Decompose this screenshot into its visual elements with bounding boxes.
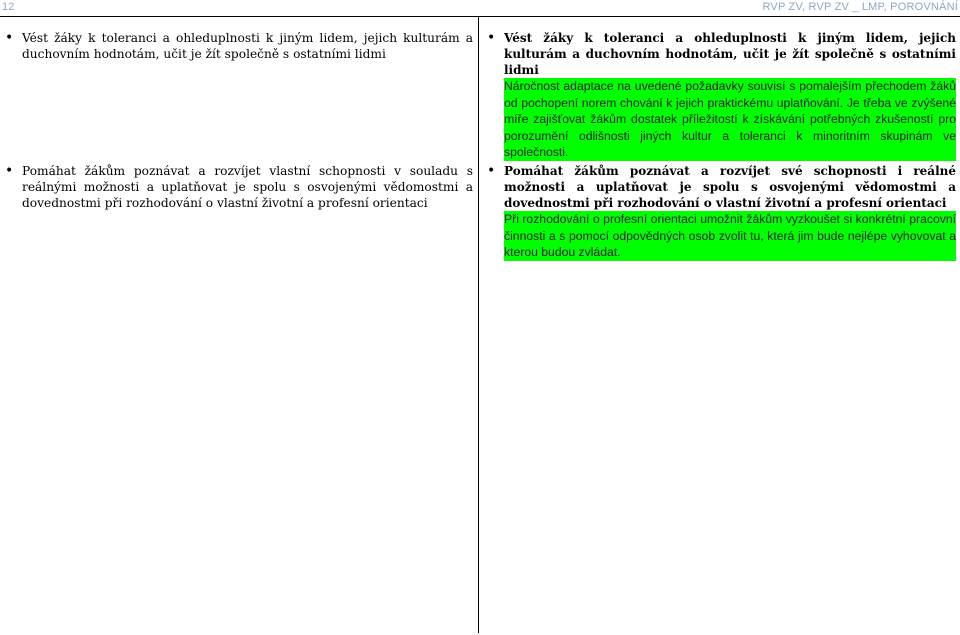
right-item-1 (487, 30, 956, 161)
column-divider (478, 17, 479, 633)
bullet-icon: • (487, 163, 496, 179)
bullet-icon: • (5, 163, 14, 179)
left-item-1 (5, 30, 473, 62)
right-item-text: Pomáhat žákům poznávat a rozvíjet své schopnosti i reálné možnosti a uplatňovat je spolu s osvojenými vědomostmi a dovednostmi při rozhodování o vlastní životní a profesní orientaci (504, 164, 956, 210)
bullet-icon: • (487, 30, 496, 46)
left-item-text: Vést žáky k toleranci a ohleduplnosti k jiným lidem, jejich kulturám a duchovním hodnotám, učit je žít společně s ostatními lidmi (22, 31, 473, 61)
highlighted-note: Náročnost adaptace na uvedené požadavky souvisí s pomalejším přechodem žáků od pochopení norem chování k jejich praktickému uplatňování. Je třeba ve zvýšené míře zajišťovat žákům dostatek příležitostí k získávání potřebných zkušeností pro porozumění odlišnosti jiných kultur a toleranci k minoritním skupinám ve společnosti. (504, 79, 956, 159)
left-item-2 (5, 163, 473, 211)
right-item-2 (487, 163, 956, 261)
right-item-text: Vést žáky k toleranci a ohleduplnosti k jiným lidem, jejich kulturám a duchovním hodnotám, učit je žít společně s ostatními lidmi (504, 31, 956, 77)
header-title: RVP ZV, RVP ZV _ LMP, POROVNÁNÍ (762, 1, 958, 13)
page-header (0, 0, 960, 16)
header-rule (0, 16, 960, 17)
left-item-text: Pomáhat žákům poznávat a rozvíjet vlastní schopnosti v souladu s reálnými možnosti a uplatňovat je spolu s osvojenými vědomostmi a dovednostmi při rozhodování o vlastní životní a profesní orientaci (22, 164, 473, 210)
page-number: 12 (2, 1, 15, 13)
bullet-icon: • (5, 30, 14, 46)
highlighted-note: Při rozhodování o profesní orientaci umožnit žákům vyzkoušet si konkrétní pracovní činnosti a s pomocí odpovědných osob zvolit tu, která jim bude nejlépe vyhovovat a kterou budou zvládat. (504, 212, 956, 259)
